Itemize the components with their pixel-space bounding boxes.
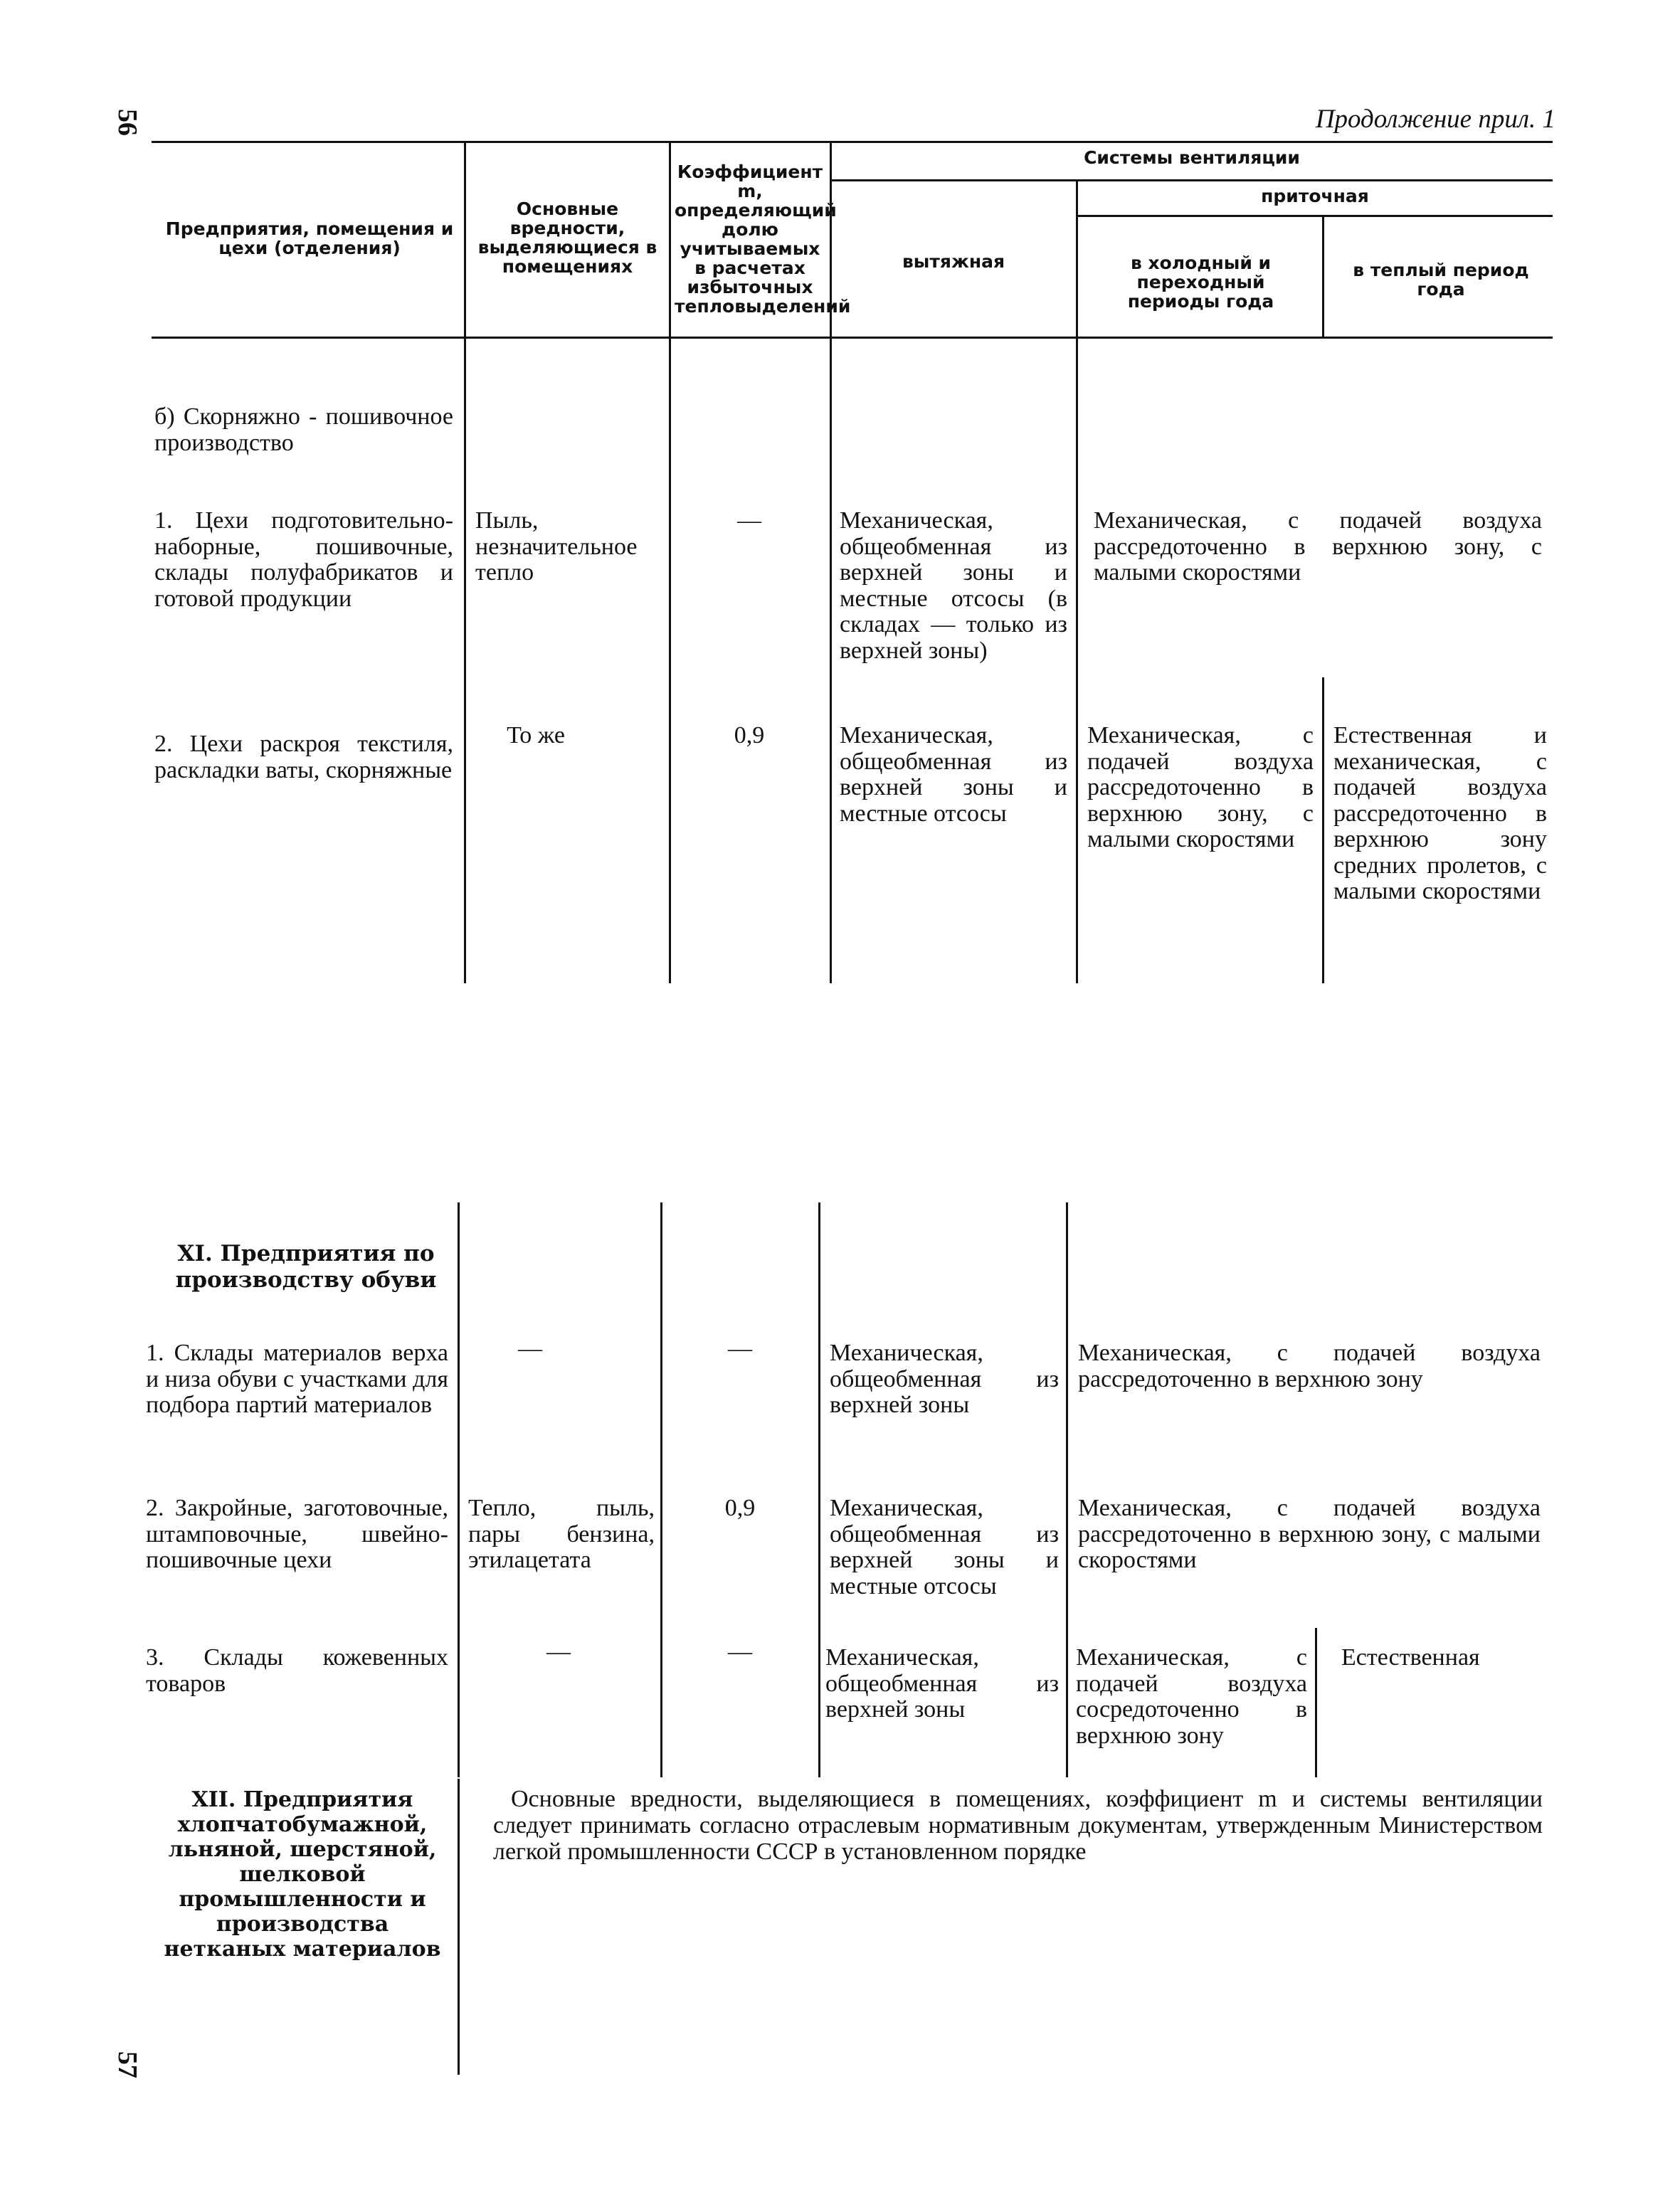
b-divider-5 [1322, 677, 1324, 983]
xi-row1-hazards: — [518, 1335, 542, 1362]
b-row2-name: 2. Цехи раскроя текстиля, раскладки ваты, скорняжные [154, 731, 453, 783]
b-row1-coef: — [737, 507, 761, 534]
supply-rule [1077, 215, 1553, 217]
header-bottom-rule [152, 337, 1553, 339]
header-divider-5 [1322, 216, 1324, 337]
header-enterprises: Предприятия, помещения и цехи (отделения) [165, 218, 454, 258]
xi-row1-supply: Механическая, с подачей воздуха рассредоточенно в верхнюю зону [1078, 1340, 1541, 1392]
xi-row3-name: 3. Склады кожевенных товаров [146, 1644, 448, 1697]
xi-divider-2 [660, 1202, 662, 1777]
xi-row3-hazards: — [546, 1639, 571, 1665]
header-supply: приточная [1261, 186, 1369, 206]
xi-divider-5 [1315, 1628, 1317, 1777]
xi-row1-exhaust: Механическая, общеобменная из верхней зоны [830, 1340, 1059, 1418]
header-coefficient [675, 162, 851, 317]
section-xii-title: XII. Предприятия хлопчатобумажной, льняной, шерстяной, шелковой промышленности и производства нетканых материалов [164, 1787, 441, 1962]
b-row1-name: 1. Цехи подготовительно-наборные, пошивочные, склады полуфабрикатов и готовой продукции [154, 507, 453, 612]
xi-row2-supply: Механическая, с подачей воздуха рассредоточенно в верхнюю зону, с малыми скоростями [1078, 1495, 1541, 1573]
xi-divider-4 [1066, 1202, 1068, 1777]
xii-divider [458, 1779, 460, 2075]
header-supply-warm: в теплый период года [1353, 260, 1529, 300]
section-xi-title: XI. Предприятия по производству обуви [175, 1241, 437, 1293]
b-divider-2 [669, 339, 671, 983]
b-divider-4 [1076, 339, 1078, 983]
xi-row3-exhaust: Механическая, общеобменная из верхней зоны [825, 1644, 1059, 1723]
continuation-label: Продолжение прил. 1 [1315, 105, 1555, 134]
section-b-title: б) Скорняжно - пошивочное производство [154, 403, 453, 456]
xi-divider-3 [818, 1202, 820, 1777]
xi-divider-1 [458, 1202, 460, 1777]
b-row2-exhaust: Механическая, общеобменная из верхней зоны и местные отсосы [840, 722, 1067, 827]
header-systems: Системы вентиляции [1084, 147, 1300, 168]
page-number-top: 56 [112, 109, 142, 136]
xi-row1-name: 1. Склады материалов верха и низа обуви с участками для подбора партий материалов [146, 1340, 448, 1418]
b-row2-supply-warm: Естественная и механическая, с подачей воздуха рассредоточенно в верхнюю зону средних пролетов, с малыми скоростями [1333, 722, 1547, 904]
page-number-bottom: 57 [112, 2051, 142, 2078]
header-divider-2 [669, 142, 671, 337]
b-row1-exhaust: Механическая, общеобменная из верхней зоны и местные отсосы (в складах — только из верхней зоны) [840, 507, 1067, 664]
b-row2-hazards: То же [507, 722, 565, 748]
section-xii-note: Основные вредности, выделяющиеся в помещениях, коэффициент m и системы вентиляции следует принимать согласно отраслевым нормативным документам, утвержденным Министерством легкой промышленности СССР в установленном порядке [493, 1786, 1543, 1865]
xi-row2-hazards: Тепло, пыль, пары бензина, этилацетата [468, 1495, 655, 1573]
header-divider-1 [464, 142, 466, 337]
b-row2-supply-cold: Механическая, с подачей воздуха рассредоточенно в верхнюю зону, с малыми скоростями [1087, 722, 1314, 852]
header-exhaust: вытяжная [902, 251, 1005, 272]
xi-row2-coef: 0,9 [724, 1495, 756, 1521]
systems-rule [831, 179, 1553, 181]
xi-row3-supply-cold: Механическая, с подачей воздуха сосредоточенно в верхнюю зону [1076, 1644, 1307, 1749]
xi-row2-name: 2. Закройные, заготовочные, штамповочные, швейно-пошивочные цехи [146, 1495, 448, 1573]
xi-row3-supply-warm: Естественная [1341, 1644, 1480, 1671]
header-hazards: Основные вредности, выделяющиеся в помещениях [477, 199, 657, 277]
header-coefficient-text: Коэффициент m, определяющий долю учитываемых в расчетах избыточных тепловыделений [675, 162, 851, 317]
header-supply-cold: в холодный и переходный периоды года [1127, 253, 1274, 312]
b-row2-coef: 0,9 [734, 722, 765, 748]
header-top-rule [152, 141, 1553, 143]
b-divider-3 [830, 339, 832, 983]
xi-row3-coef: — [728, 1639, 752, 1665]
xi-row2-exhaust: Механическая, общеобменная из верхней зоны и местные отсосы [830, 1495, 1059, 1599]
b-row1-supply: Механическая, с подачей воздуха рассредоточенно в верхнюю зону, с малыми скоростями [1094, 507, 1542, 586]
b-row1-hazards: Пыль, незначительное тепло [475, 507, 638, 586]
b-divider-1 [464, 339, 466, 983]
xi-row1-coef: — [728, 1335, 752, 1362]
